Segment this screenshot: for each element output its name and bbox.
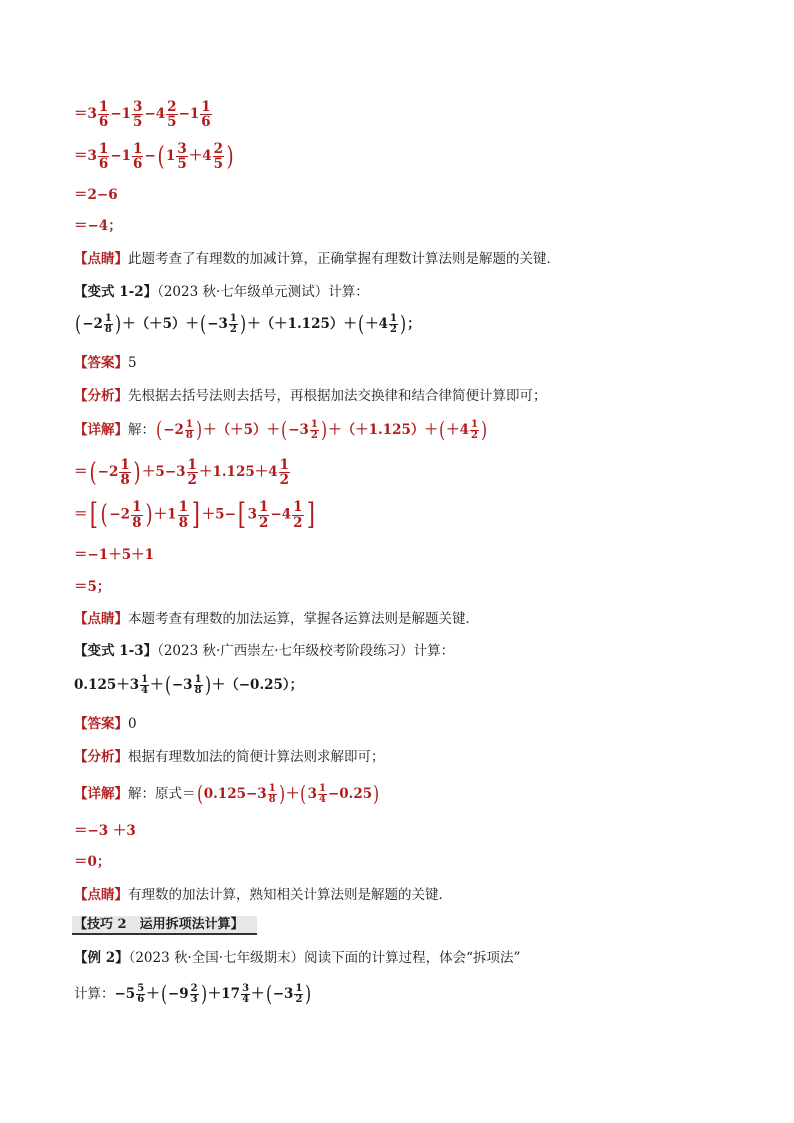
fraction: $\frac{1}{6}$ — [201, 99, 211, 131]
fraction: $\frac{1}{8}$ — [185, 419, 193, 441]
fraction: $\frac{3}{5}$ — [133, 99, 143, 131]
fraction: $\frac{5}{6}$ — [137, 983, 145, 1005]
fraction: $\frac{1}{2}$ — [279, 457, 290, 489]
fraction: $\frac{1}{8}$ — [120, 457, 130, 489]
fraction: $\frac{3}{4}$ — [242, 983, 250, 1005]
fraction: $\frac{1}{8}$ — [104, 313, 112, 335]
comment-1: 【点睛】此题考查了有理数的加减计算，正确掌握有理数计算法则是解题的关键． — [74, 251, 560, 267]
analysis-1-3: 【分析】根据有理数加法的简便计算法则求解即可； — [74, 749, 385, 765]
fraction: $\frac{1}{6}$ — [98, 141, 109, 173]
fraction: $\frac{1}{2}$ — [259, 499, 269, 531]
fraction: $\frac{1}{4}$ — [318, 783, 326, 805]
fraction: $\frac{2}{5}$ — [167, 99, 177, 131]
fraction: $\frac{1}{8}$ — [178, 499, 188, 531]
fraction: $\frac{2}{3}$ — [190, 983, 198, 1005]
detail-1-2: 【详解】解：(−2 $\frac{1}{8}$ )＋（＋5）＋(−3 $\frac{1}{2}$ )＋（＋1.125）＋(＋4 $\frac{1}{2}$ ) — [74, 418, 488, 442]
fraction: $\frac{1}{2}$ — [470, 419, 478, 441]
skill-2-heading: 【技巧 2 运用拆项法计算】 — [72, 916, 257, 935]
fraction: $\frac{3}{5}$ — [177, 141, 187, 173]
variant-1-2-heading: 【变式 1-2】（2023 秋·七年级单元测试）计算： — [74, 284, 369, 300]
answer-1-3: 【答案】0 — [74, 716, 137, 732]
calc-step-1: ＝( −2 $\frac{1}{8}$ ) ＋5−3 $\frac{1}{2}$ ＋1.125＋4 $\frac{1}{2}$ — [74, 457, 290, 489]
fraction: $\frac{1}{4}$ — [141, 674, 149, 696]
fraction: $\frac{1}{2}$ — [187, 457, 197, 489]
fraction: $\frac{1}{2}$ — [229, 313, 237, 335]
comment-1-3: 【点睛】有理数的加法计算，熟知相关计算法则是解题的关键． — [74, 887, 452, 903]
answer-1-2: 【答案】5 — [74, 355, 137, 371]
calc-line-1: ＝3 $\frac{1}{6}$ −1 $\frac{3}{5}$ −4 $\frac{2}{5}$ −1 $\frac{1}{6}$ — [74, 99, 211, 131]
paren: ) — [226, 141, 234, 172]
fraction: $\frac{1}{2}$ — [310, 419, 318, 441]
variant-1-3-heading: 【变式 1-3】（2023 秋·广西崇左·七年级校考阶段练习）计算： — [74, 643, 455, 659]
fraction: $\frac{1}{6}$ — [98, 99, 109, 131]
calc-line-2: ＝3 $\frac{1}{6}$ −1 $\frac{1}{6}$ −( 1 $\frac{3}{5}$ ＋4 $\frac{2}{5}$ ) — [74, 141, 234, 173]
calc-step-t1: ＝−3 ＋3 — [74, 823, 136, 839]
comment-1-2: 【点睛】本题考查有理数的加法运算，掌握各运算法则是解题关键． — [74, 611, 479, 627]
problem-1-3: 0.125＋3 $\frac{1}{4}$ ＋(−3 $\frac{1}{8}$ )＋（−0.25）； — [74, 673, 304, 697]
example-2-heading: 【例 2】（2023 秋·全国·七年级期末）阅读下面的计算过程，体会“拆项法” — [74, 950, 521, 966]
fraction: $\frac{1}{8}$ — [132, 499, 142, 531]
example-2-problem: 计算：−5 $\frac{5}{6}$ ＋(−9 $\frac{2}{3}$ )＋17 $\frac{3}{4}$ ＋(−3 $\frac{1}{2}$ ) — [74, 982, 312, 1006]
problem-1-2: (−2 $\frac{1}{8}$ )＋（＋5）＋(−3 $\frac{1}{2}$ )＋（＋1.125）＋(＋4 $\frac{1}{2}$ )； — [75, 312, 421, 336]
fraction: $\frac{1}{8}$ — [268, 783, 276, 805]
fraction: $\frac{1}{2}$ — [295, 983, 303, 1005]
calc-step-4: ＝5； — [74, 579, 111, 595]
fraction: $\frac{1}{2}$ — [389, 313, 397, 335]
fraction: $\frac{1}{6}$ — [133, 141, 143, 173]
calc-step-3: ＝−1＋5＋1 — [74, 547, 154, 563]
fraction: $\frac{2}{5}$ — [213, 141, 224, 173]
calc-step-2: ＝[ ( −2 $\frac{1}{8}$ ) ＋1 $\frac{1}{8}$ ] ＋5−[ 3 $\frac{1}{2}$ −4 $\frac{1}{2}$ ] — [74, 497, 315, 532]
fraction: $\frac{1}{2}$ — [293, 499, 303, 531]
fraction: $\frac{1}{8}$ — [194, 674, 202, 696]
calc-line-4: ＝−4； — [74, 218, 122, 234]
detail-1-3: 【详解】解：原式＝(0.125−3 $\frac{1}{8}$ )＋(3 $\frac{1}{4}$ −0.25) — [74, 782, 380, 806]
calc-step-t2: ＝0； — [74, 854, 111, 870]
calc-line-3: ＝2−6 — [74, 187, 118, 203]
paren: ( — [157, 141, 165, 172]
analysis-1-2: 【分析】先根据去括号法则去括号，再根据加法交换律和结合律简便计算即可； — [74, 388, 547, 404]
